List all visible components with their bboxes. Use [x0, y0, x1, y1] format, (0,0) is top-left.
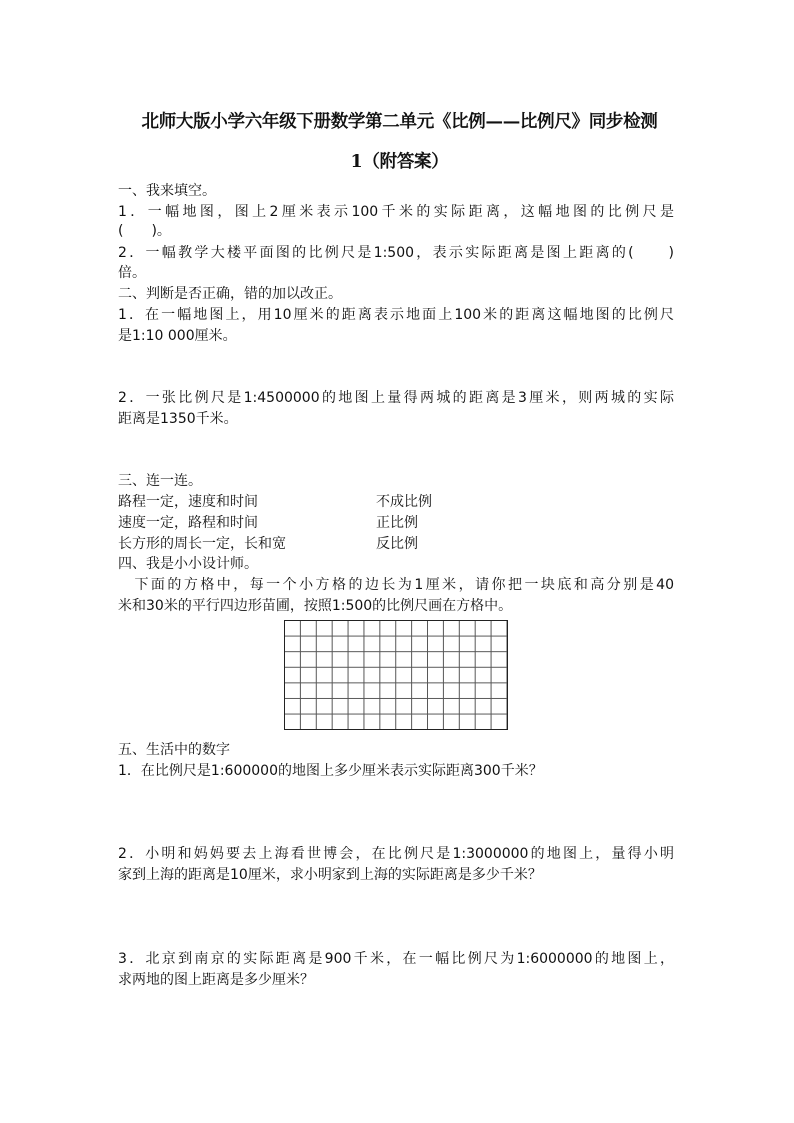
s4-line2: 米和30米的平行四边形苗圃，按照1:500的比例尺画在方格中。 [118, 598, 513, 614]
s5-q2-line2: 家到上海的距离是10厘米，求小明家到上海的实际距离是多少千米？ [118, 867, 542, 883]
s4-line1: 下面的方格中，每一个小方格的边长为1厘米，请你把一块底和高分别是40 [118, 577, 674, 593]
title-line-2: 1（附答案） [350, 152, 449, 172]
s1-q1-line1: 1．一幅地图，图上2厘米表示100千米的实际距离，这幅地图的比例尺是 [118, 204, 674, 220]
match-left-item[interactable]: 速度一定，路程和时间 [118, 515, 258, 531]
s2-q1-line1: 1．在一幅地图上，用10厘米的距离表示地面上100米的距离这幅地图的比例尺 [118, 307, 674, 323]
section-4-heading: 四、我是小小设计师。 [118, 556, 258, 572]
section-5-heading: 五、生活中的数字 [118, 742, 230, 758]
s1-q2-line2: 倍。 [118, 265, 146, 281]
s5-q3-line2: 求两地的图上距离是多少厘米？ [118, 972, 314, 988]
match-left-item[interactable]: 长方形的周长一定，长和宽 [118, 536, 286, 552]
match-right-item[interactable]: 反比例 [376, 536, 418, 552]
match-right-item[interactable]: 不成比例 [376, 494, 432, 510]
section-1-heading: 一、我来填空。 [118, 183, 216, 199]
s5-q1: 1．在比例尺是1:600000的地图上多少厘米表示实际距离300千米？ [118, 763, 543, 779]
section-2-heading: 二、判断是否正确，错的加以改正。 [118, 286, 342, 302]
drawing-grid[interactable] [284, 620, 508, 730]
match-left-item[interactable]: 路程一定，速度和时间 [118, 494, 258, 510]
title-line-1: 北师大版小学六年级下册数学第二单元《比例——比例尺》同步检测 [141, 112, 658, 132]
s5-q2-line1: 2．小明和妈妈要去上海看世博会，在比例尺是1:3000000的地图上，量得小明 [118, 846, 674, 862]
match-right-item[interactable]: 正比例 [376, 515, 418, 531]
s1-q2-line1: 2．一幅教学大楼平面图的比例尺是1:500，表示实际距离是图上距离的( ) [118, 245, 674, 261]
s5-q3-line1: 3．北京到南京的实际距离是900千米，在一幅比例尺为1:6000000的地图上， [118, 951, 674, 967]
s1-q1-line2: ( )。 [118, 223, 171, 239]
s2-q2-line2: 距离是1350千米。 [118, 411, 238, 427]
s2-q2-line1: 2．一张比例尺是1:4500000的地图上量得两城的距离是3厘米，则两城的实际 [118, 390, 674, 406]
section-3-heading: 三、连一连。 [118, 473, 202, 489]
s2-q1-line2: 是1:10 000厘米。 [118, 328, 237, 344]
